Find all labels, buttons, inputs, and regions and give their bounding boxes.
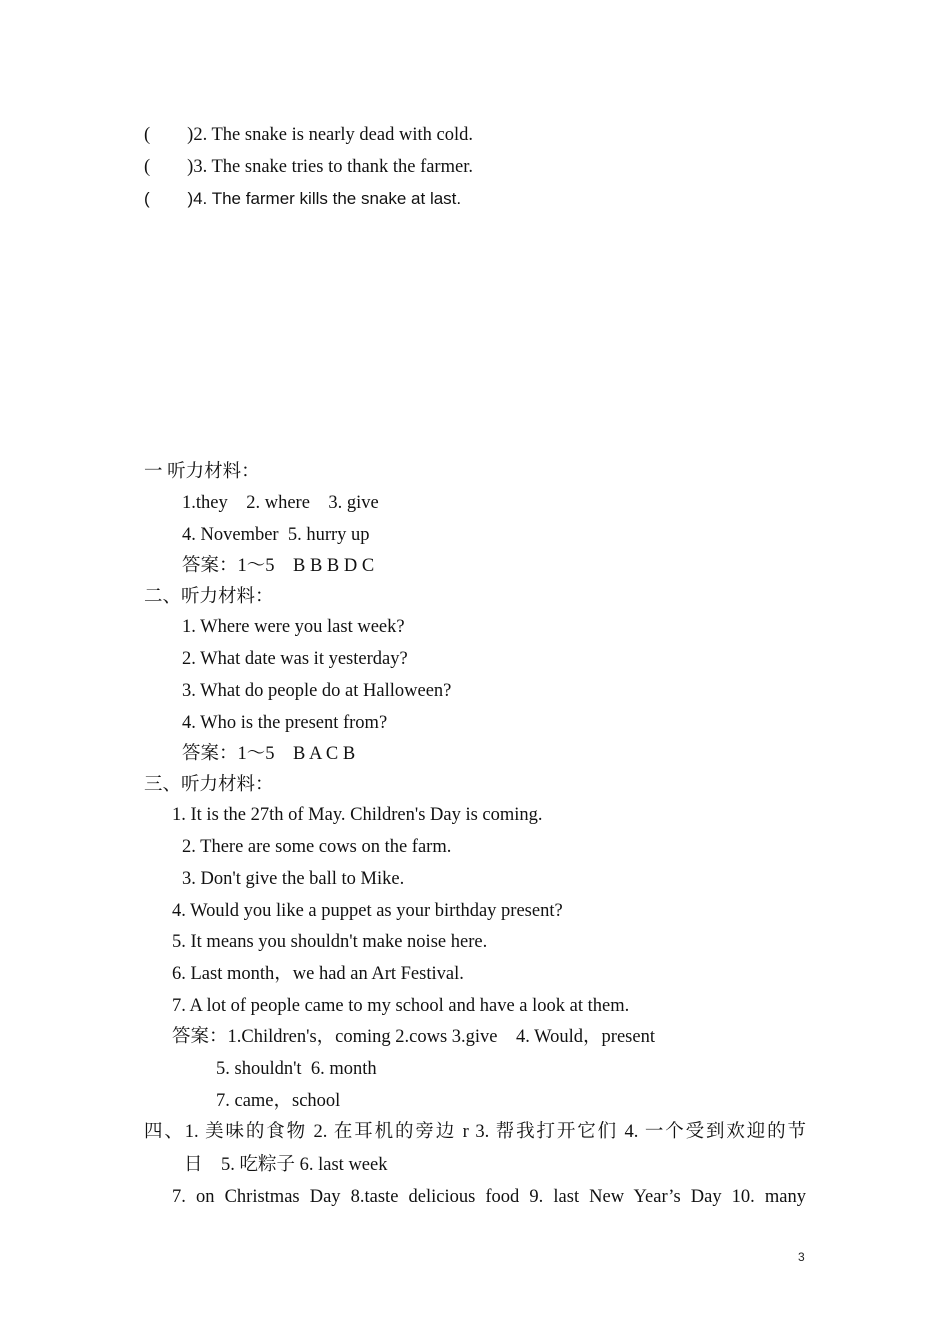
section2-answer: 答案：1～5 B A C B <box>182 744 356 764</box>
section3-line: 6. Last month，we had an Art Festival. <box>172 964 464 984</box>
section2-heading: 二、听力材料： <box>144 587 274 607</box>
section2-line: 1. Where were you last week? <box>182 617 405 637</box>
section2-line: 4. Who is the present from? <box>182 713 388 733</box>
section3-line: 3. Don't give the ball to Mike. <box>182 869 405 889</box>
section3-answer: 5. shouldn't 6. month <box>216 1059 377 1079</box>
section3-line: 4. Would you like a puppet as your birthday present? <box>172 901 563 921</box>
section3-answer: 答案：1.Children's，coming 2.cows 3.give 4. Would，present <box>172 1027 655 1047</box>
section2-line: 2. What date was it yesterday? <box>182 649 408 669</box>
question-4: ( )4. The farmer kills the snake at last. <box>144 189 462 208</box>
section3-line: 7. A lot of people came to my school and have a look at them. <box>172 996 630 1016</box>
question-3: ( )3. The snake tries to thank the farmer. <box>144 157 473 177</box>
section4-line: 四、1. 美味的食物 2. 在耳机的旁边 r 3. 帮我打开它们 4. 一个受到欢迎的节 <box>144 1122 806 1142</box>
section4-line: 7. on Christmas Day 8.taste delicious food 9. last New Year’s Day 10. many <box>172 1187 806 1207</box>
section2-line: 3. What do people do at Halloween? <box>182 681 452 701</box>
section3-answer: 7. came，school <box>216 1091 341 1111</box>
section1-line: 1.they 2. where 3. give <box>182 493 379 513</box>
page-number: 3 <box>798 1250 805 1264</box>
section3-line: 1. It is the 27th of May. Children's Day is coming. <box>172 805 543 825</box>
section1-line: 4. November 5. hurry up <box>182 525 370 545</box>
section4-line: 日 5. 吃粽子 6. last week <box>184 1155 388 1175</box>
section3-line: 5. It means you shouldn't make noise here. <box>172 932 488 952</box>
section3-heading: 三、听力材料： <box>144 775 274 795</box>
section1-heading: 一 听力材料： <box>144 462 260 482</box>
section3-line: 2. There are some cows on the farm. <box>182 837 452 857</box>
section1-answer: 答案：1～5 B B B D C <box>182 556 375 576</box>
question-2: ( )2. The snake is nearly dead with cold. <box>144 125 473 145</box>
